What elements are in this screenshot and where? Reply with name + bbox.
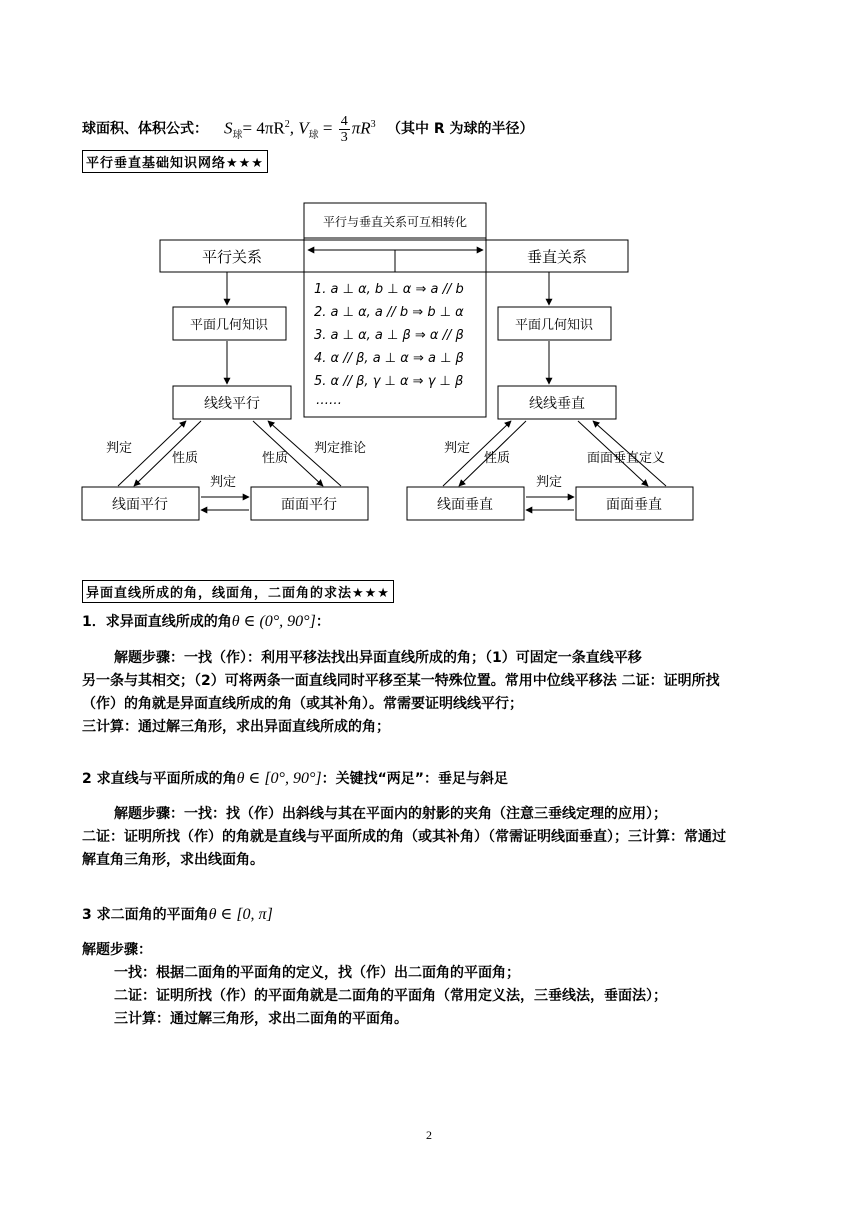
label-plane-perp-def: 面面垂直定义 — [587, 451, 666, 466]
formula-pi-r: πR — [351, 118, 371, 138]
item1-heading-line — [82, 611, 330, 631]
plane-plane-perp: 面面垂直 — [606, 497, 662, 513]
formula-comma-v: , V — [289, 118, 309, 138]
item3-heading: 3 求二面角的平面角 — [82, 907, 209, 923]
fraction-denominator: 3 — [340, 130, 348, 145]
rule-5: 5. α // β, γ ⊥ α ⇒ γ ⊥ β — [314, 374, 464, 389]
line-line-perp: 线线垂直 — [529, 396, 585, 412]
rule-4: 4. α // β, a ⊥ α ⇒ a ⊥ β — [314, 351, 464, 366]
item2-body — [82, 803, 782, 872]
formula-sup2: 2 — [284, 118, 290, 130]
rule-1: 1. a ⊥ α, b ⊥ α ⇒ a // b — [314, 282, 464, 297]
top-note: 平行与垂直关系可互相转化 — [322, 215, 468, 229]
label-judge-mid-right: 判定 — [536, 475, 563, 490]
formula-S: S — [224, 118, 233, 138]
formula-sub-ball-1: 球 — [232, 129, 243, 141]
item3-range: θ ∈ [0, π] — [208, 906, 273, 923]
section-title-network: 平行垂直基础知识网络★★★ — [82, 150, 268, 173]
label-prop-l2: 性质 — [262, 451, 289, 466]
section-title-angles: 异面直线所成的角，线面角，二面角的求法★★★ — [82, 580, 394, 603]
item2-heading: 2 求直线与平面所成的角 — [82, 771, 237, 787]
parallel-perpendicular-diagram — [0, 190, 860, 530]
item1-line-3: （作）的角就是异面直线所成的角（或其补角）。常需要证明线线平行； — [82, 696, 523, 712]
item1-line-2: 另一条与其相交；（2）可将两条一面直线同时平移至某一特殊位置。常用中位线平移法 二证：证明所找 — [82, 673, 720, 689]
item3-line-3: 三计算：通过解三角形，求出二面角的平面角。 — [114, 1011, 408, 1027]
formula-eq1: = 4πR — [242, 118, 285, 138]
formula-sub-ball-2: 球 — [308, 129, 319, 141]
formula-suffix: （其中 R 为球的半径） — [387, 121, 534, 137]
fraction-numerator: 4 — [340, 114, 348, 129]
label-judge-mid-left: 判定 — [210, 475, 237, 490]
item3-heading-line — [82, 904, 273, 924]
item3-body — [82, 939, 782, 1031]
line-line-parallel: 线线平行 — [204, 396, 260, 412]
label-judge-l1: 判定 — [106, 441, 133, 456]
item3-line-2: 二证：证明所找（作）的平面角就是二面角的平面角（常用定义法，三垂线法，垂面法）； — [114, 988, 667, 1004]
item3-steps-label: 解题步骤： — [82, 942, 152, 958]
item3-line-1: 一找：根据二面角的平面角的定义，找（作）出二面角的平面角； — [114, 965, 520, 981]
formula-eq2: = — [318, 118, 337, 138]
formula-prefix: 球面积、体积公式： — [82, 121, 208, 137]
item1-line-1: 解题步骤：一找（作）：利用平移法找出异面直线所成的角；（1）可固定一条直线平移 — [114, 650, 642, 666]
formula-expression — [224, 114, 376, 145]
formula-fraction — [339, 114, 350, 145]
item1-line-4: 三计算：通过解三角形，求出异面直线所成的角； — [82, 719, 390, 735]
item1-range: θ ∈ (0°, 90°] — [231, 613, 316, 630]
item2-heading-line — [82, 768, 508, 788]
rule-2: 2. a ⊥ α, a // b ⇒ b ⊥ α — [314, 305, 464, 320]
item2-tail: ：关键找“两足”：垂足与斜足 — [321, 771, 508, 787]
label-judge-corollary: 判定推论 — [314, 441, 367, 456]
plane-plane-parallel: 面面平行 — [281, 497, 337, 513]
label-prop-l1: 性质 — [172, 451, 199, 466]
item1-heading: 1．求异面直线所成的角 — [82, 614, 232, 630]
item2-line-2: 二证：证明所找（作）的角就是直线与平面所成的角（或其补角）（常需证明线面垂直）；三计算：常通过 — [82, 829, 726, 845]
rule-3: 3. a ⊥ α, a ⊥ β ⇒ α // β — [314, 328, 464, 343]
item2-line-3: 解直角三角形，求出线面角。 — [82, 852, 264, 868]
plane-geo-left: 平面几何知识 — [189, 318, 269, 333]
rule-ellipsis: …… — [316, 393, 342, 408]
page-number: 2 — [426, 1128, 432, 1142]
label-judge-r1: 判定 — [444, 441, 471, 456]
line-plane-parallel: 线面平行 — [112, 497, 168, 513]
formula-sup3: 3 — [370, 118, 376, 130]
item1-body — [82, 647, 782, 739]
plane-geo-right: 平面几何知识 — [514, 318, 594, 333]
parallel-label: 平行关系 — [201, 248, 263, 266]
line-plane-perp: 线面垂直 — [437, 497, 493, 513]
label-prop-r1: 性质 — [484, 451, 511, 466]
perpendicular-label: 垂直关系 — [526, 248, 588, 266]
item2-line-1: 解题步骤：一找：找（作）出斜线与其在平面内的射影的夹角（注意三垂线定理的应用）； — [114, 806, 667, 822]
item1-colon: ： — [315, 614, 330, 630]
item2-range: θ ∈ [0°, 90°] — [236, 770, 322, 787]
